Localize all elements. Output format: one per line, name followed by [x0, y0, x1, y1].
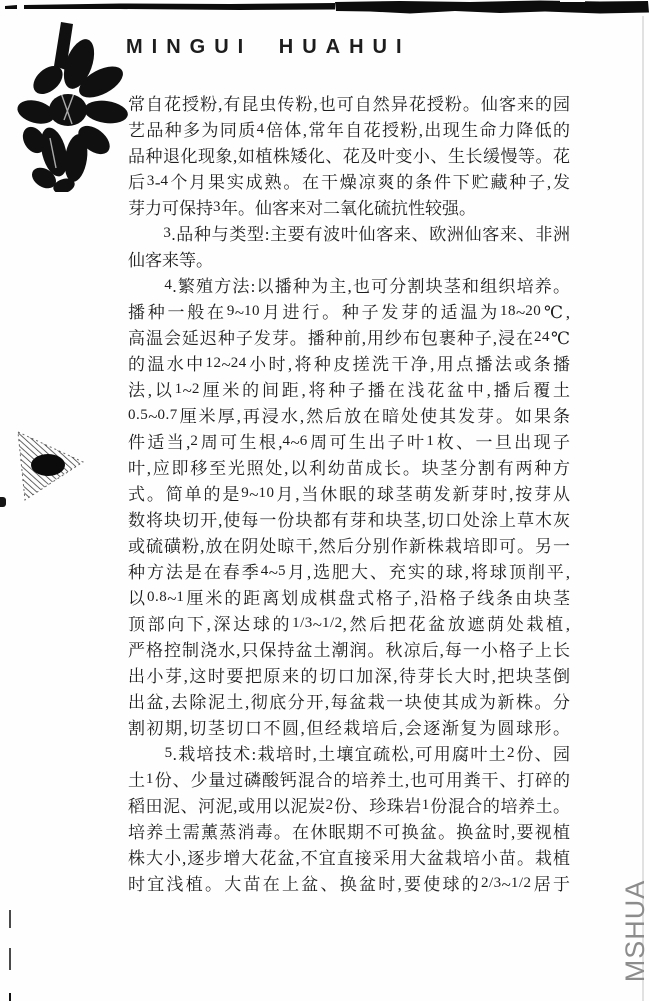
text-line: 艺品种多为同质4倍体,常年自花授粉,出现生命力降低的: [128, 121, 570, 140]
flower-illustration-icon: [4, 22, 129, 192]
scan-edge-right: [642, 16, 644, 1001]
text-line: 法,以1~2厘米的间距,将种子播在浅花盆中,播后覆土: [128, 381, 570, 400]
scan-mark-left: [0, 497, 6, 507]
text-line: 顶部向下,深达球的1/3~1/2,然后把花盆放遮荫处栽植,: [128, 615, 570, 634]
scan-tick-icon: [9, 948, 11, 970]
text-line: 时宜浅植。大苗在上盆、换盆时,要使球的2/3~1/2居于: [128, 875, 570, 894]
text-line: 出盆,去除泥土,彻底分开,每盆栽一块使其成为新株。分: [128, 693, 570, 712]
text-line: 仙客来等。: [128, 251, 213, 270]
text-line: 芽力可保持3年。仙客来对二氧化硫抗性较强。: [128, 199, 476, 218]
text-line: 播种一般在9~10月进行。种子发芽的适温为18~20℃,: [128, 303, 570, 322]
text-line: 4.繁殖方法:以播种为主,也可分割块茎和组织培养。: [164, 277, 570, 296]
text-line: 3.品种与类型:主要有波叶仙客来、欧洲仙客来、非洲: [163, 225, 570, 244]
text-line: 叶,应即移至光照处,以利幼苗成长。块茎分割有两种方: [128, 459, 570, 478]
text-line: 0.5~0.7厘米厚,再浸水,然后放在暗处使其发芽。如果条: [128, 407, 570, 426]
text-line: 5.栽培技术:栽培时,土壤宜疏松,可用腐叶土2份、园: [164, 745, 570, 764]
text-line: 后3-4个月果实成熟。在干燥凉爽的条件下贮藏种子,发: [128, 173, 570, 192]
text-line: 以0.8~1厘米的距离划成棋盘式格子,沿格子线条由块茎: [128, 589, 570, 608]
text-line: 的温水中12~24小时,将种皮搓洗干净,用点播法或条播: [128, 355, 570, 374]
watermark-text: MSHUA: [620, 879, 650, 983]
text-line: 土1份、少量过磷酸钙混合的培养土,也可用粪干、打碎的: [128, 771, 570, 790]
text-line: 式。简单的是9~10月,当休眠的球茎萌发新芽时,按芽从: [128, 485, 570, 504]
scan-tick-icon: [9, 910, 11, 928]
text-line: 割初期,切茎切口不圆,但经栽培后,会逐渐复为圆球形。: [128, 719, 570, 738]
page-header-title: MINGUI HUAHUI: [126, 36, 411, 58]
text-line: 数将块切开,使每一份块都有芽和块茎,切口处涂上草木灰: [128, 511, 570, 530]
scan-tick-icon: [9, 993, 11, 1001]
text-line: 品种退化现象,如植株矮化、花及叶变小、生长缓慢等。花: [128, 147, 570, 166]
text-line: 种方法是在春季4~5月,选肥大、充实的球,将球顶削平,: [128, 563, 570, 582]
scan-edge-top-icon: [0, 0, 650, 18]
text-line: 稻田泥、河泥,或用以泥炭2份、珍珠岩1份混合的培养土。: [128, 797, 570, 816]
text-line: 出小芽,这时要把原来的切口加深,待芽长大时,把块茎倒: [128, 667, 570, 686]
body-text: [128, 92, 570, 898]
text-line: 培养土需薰蒸消毒。在休眠期不可换盆。换盆时,要视植: [128, 823, 570, 842]
text-line: 或硫磺粉,放在阴处晾干,然后分别作新株栽培即可。另一: [128, 537, 570, 556]
text-line: 高温会延迟种子发芽。播种前,用纱布包裹种子,浸在24℃: [128, 329, 570, 348]
text-line: 株大小,逐步增大花盆,不宜直接采用大盆栽培小苗。栽植: [128, 849, 570, 868]
text-line: 严格控制浇水,只保持盆土潮润。秋凉后,每一小格子上长: [128, 641, 570, 660]
text-line: 常自花授粉,有昆虫传粉,也可自然异花授粉。仙客来的园: [128, 95, 570, 114]
ink-smudge-icon: [10, 420, 100, 512]
text-line: 件适当,2周可生根,4~6周可生出子叶1枚、一旦出现子: [128, 433, 570, 452]
